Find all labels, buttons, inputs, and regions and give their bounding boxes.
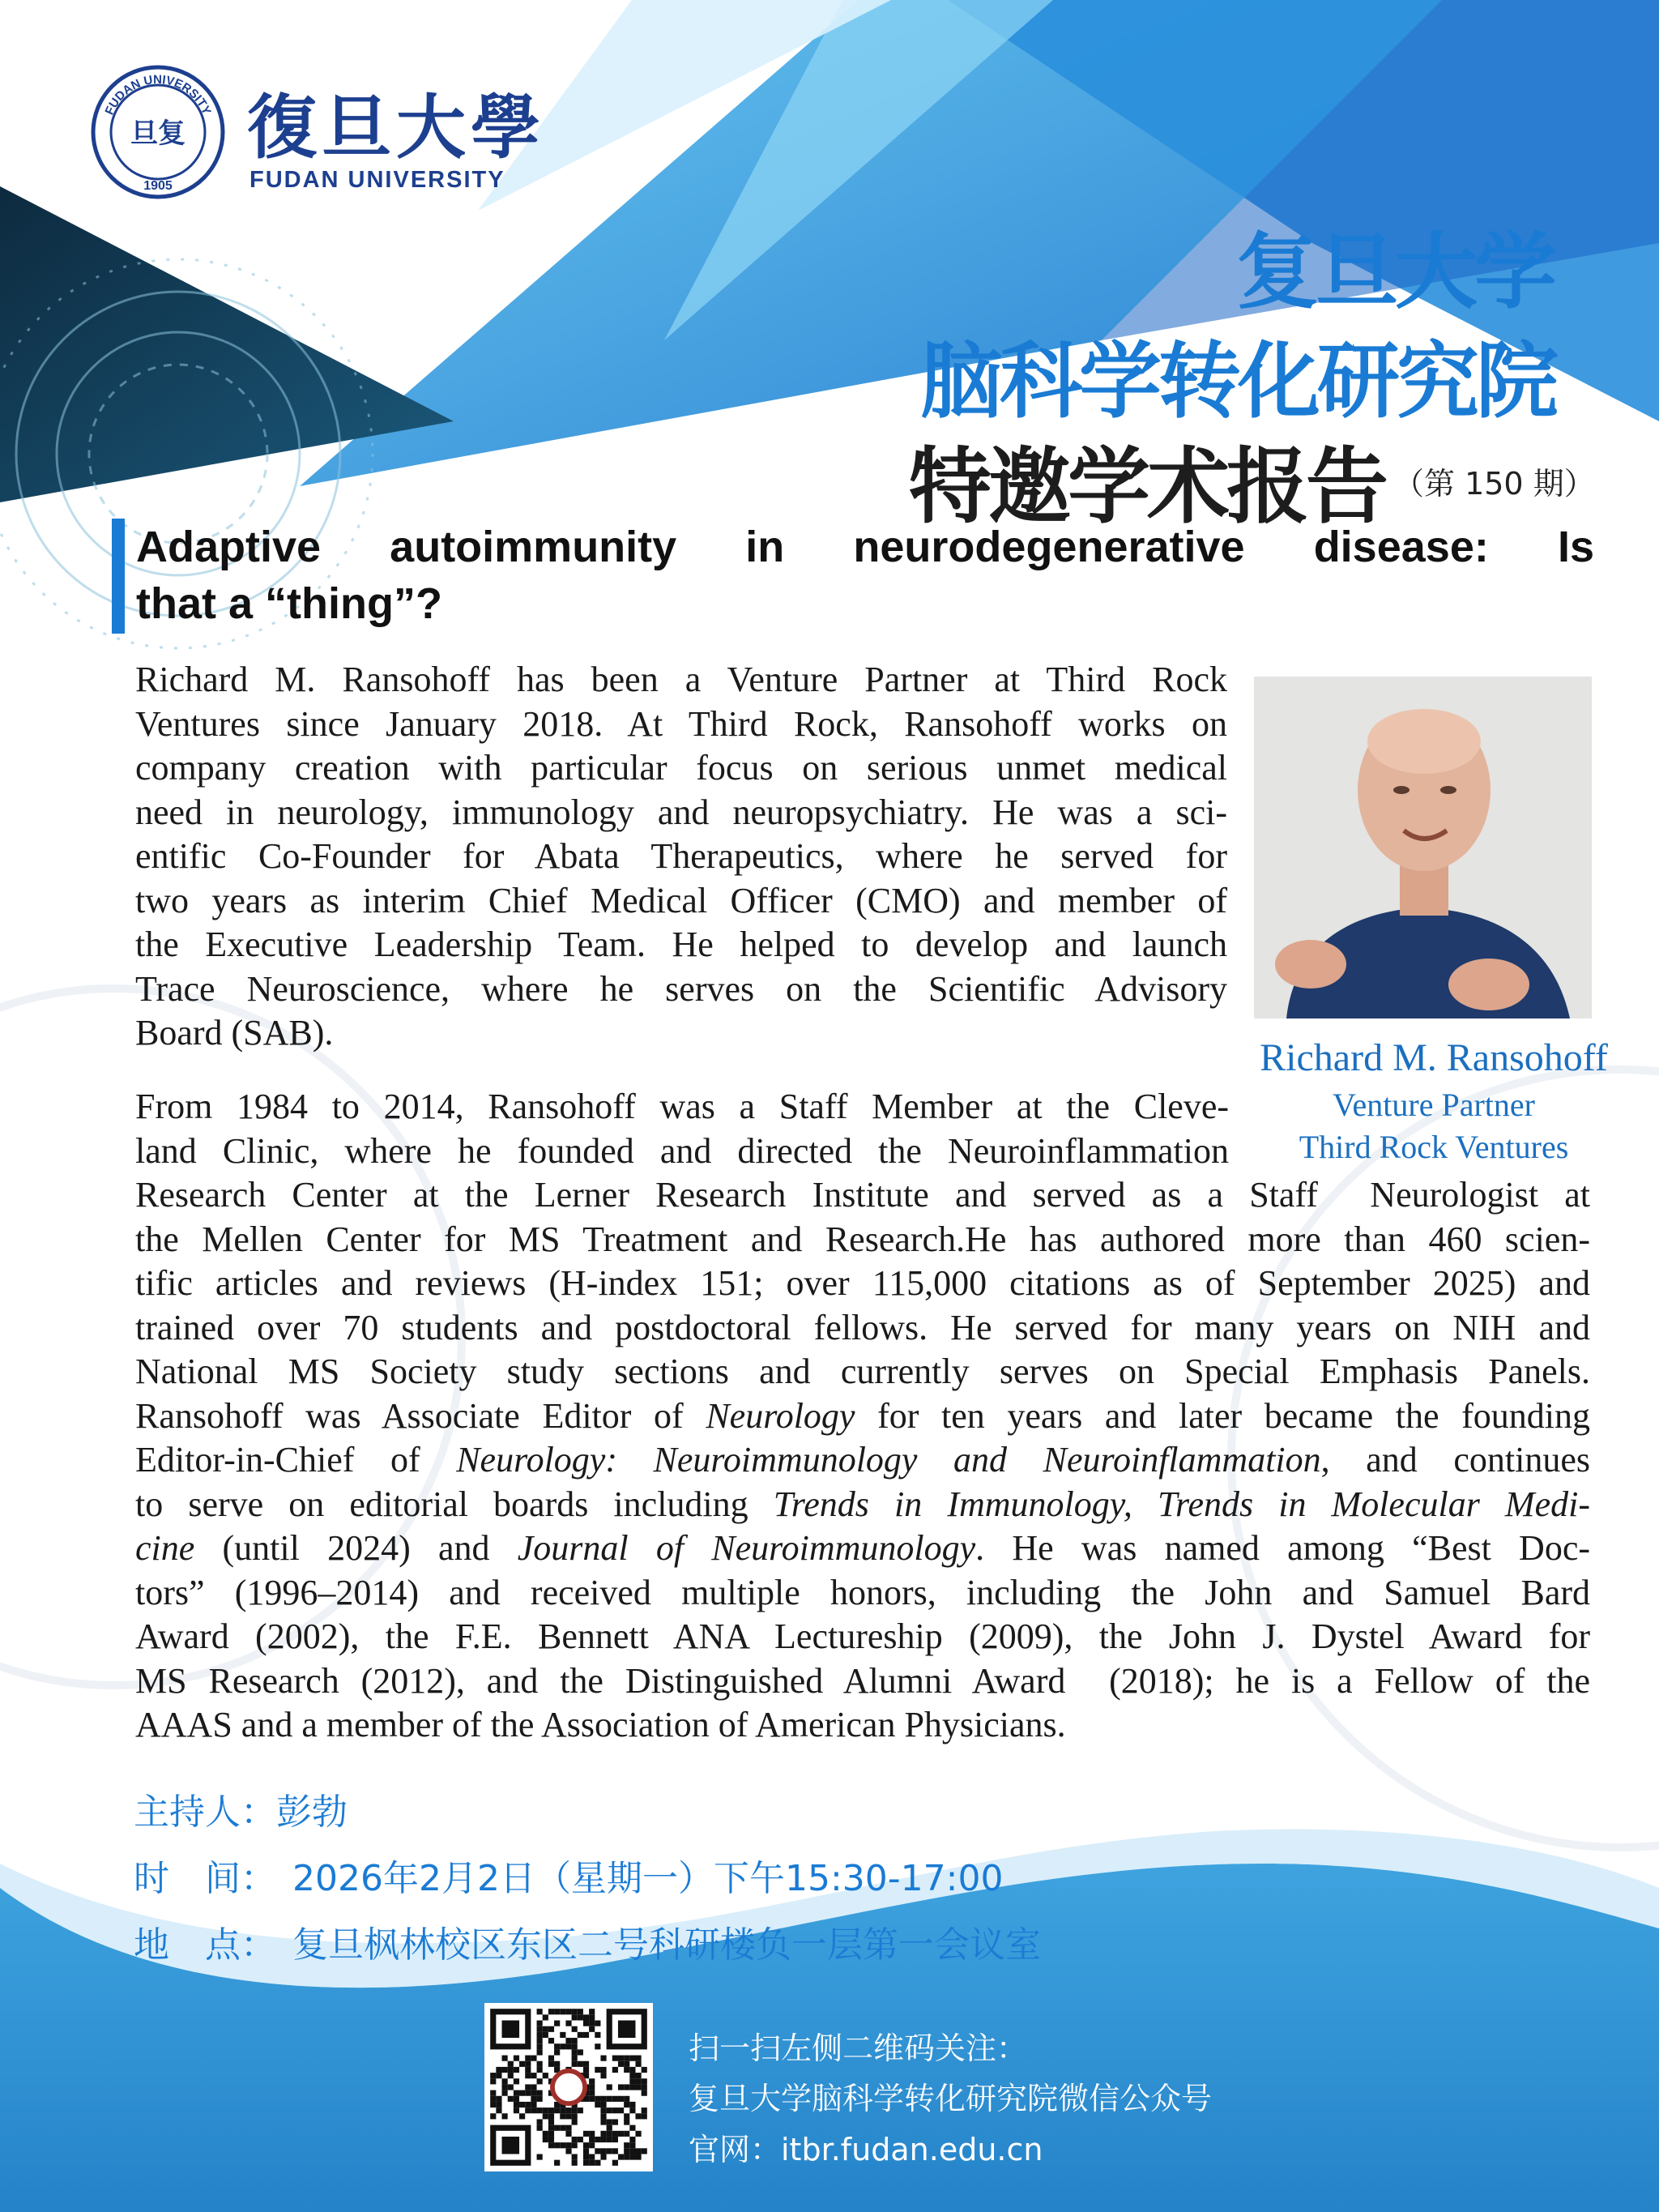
- info-time: [134, 1849, 1003, 1901]
- bio-line: From 1984 to 2014, Ransohoff was a Staff Member at the Cleve-: [135, 1087, 1229, 1126]
- time-label: 时 间：: [134, 1858, 276, 1899]
- bio-line: to serve on editorial boards including Trends in Immunology, Trends in Molecular Medi-: [135, 1484, 1590, 1524]
- place-label: 地 点：: [134, 1924, 276, 1966]
- talk-title-line-2: that a “thing”?: [136, 579, 442, 628]
- header-line-2: 脑科学转化研究院: [920, 334, 1555, 430]
- header-line-3: 特邀学术报告: [909, 439, 1385, 536]
- bio-line: cine (until 2024) and Journal of Neuroimmunology. He was named among “Best Doc-: [135, 1528, 1591, 1568]
- seal-year: 1905: [143, 179, 173, 193]
- seal-ring-text: FUDAN UNIVERSITY: [102, 72, 214, 117]
- bio-line: need in neurology, immunology and neuropsychiatry. He was a sci-: [135, 792, 1227, 832]
- university-name-cn: 復旦大學: [247, 87, 545, 169]
- bio-line: land Clinic, where he founded and directed the Neuroinflammation: [135, 1130, 1229, 1171]
- university-seal-icon: [89, 63, 227, 201]
- bio-line: Ransohoff was Associate Editor of Neurology for ten years and later became the founding: [135, 1395, 1590, 1436]
- bio-line: Board (SAB).: [135, 1013, 334, 1053]
- footer-website-link[interactable]: 官网：itbr.fudan.edu.cn: [689, 2132, 1043, 2167]
- bio-line: company creation with particular focus on serious unmet medical: [135, 748, 1227, 788]
- bio-paragraph-1: [135, 658, 1227, 1056]
- bio-line: AAAS and a member of the Association of American Physicians.: [135, 1705, 1066, 1744]
- footer-scan-text: 扫一扫左侧二维码关注：: [689, 2031, 1028, 2066]
- bio-paragraph-2: [135, 1085, 1590, 1748]
- university-name-en: FUDAN UNIVERSITY: [249, 167, 505, 193]
- bio-line: Editor-in-Chief of Neurology: Neuroimmunology and Neuroinflammation, and continues: [135, 1440, 1590, 1480]
- speaker-organization: Third Rock Ventures: [1299, 1129, 1569, 1165]
- bio-line: entific Co-Founder for Abata Therapeutics, where he served for: [135, 836, 1227, 876]
- speaker-name: Richard M. Ransohoff: [1260, 1036, 1608, 1079]
- bio-line: tific articles and reviews (H-index 151; over 115,000 citations as of September 2025) and: [135, 1263, 1590, 1303]
- bio-line: Award (2002), the F.E. Bennett ANA Lectureship (2009), the John J. Dystel Award for: [135, 1616, 1590, 1656]
- header-line-1: 复旦大学: [1236, 224, 1554, 321]
- place-value: 复旦枫林校区东区二号科研楼负一层第一会议室: [292, 1924, 1041, 1966]
- host-value: 彭勃: [276, 1791, 348, 1833]
- title-accent-bar: [112, 519, 125, 634]
- footer-wechat-text: 复旦大学脑科学转化研究院微信公众号: [689, 2081, 1213, 2116]
- bio-line: tors” (1996–2014) and received multiple honors, including the John and Samuel Bard: [135, 1572, 1590, 1612]
- speaker-photo: [1254, 677, 1592, 1018]
- info-host: [134, 1783, 348, 1834]
- bio-line: two years as interim Chief Medical Officer (CMO) and member of: [135, 880, 1227, 920]
- bio-line: Trace Neuroscience, where he serves on the Scientific Advisory: [135, 968, 1227, 1009]
- talk-title-line-1: Adaptive autoimmunity in neurodegenerative disease: Is: [136, 523, 1594, 571]
- seal-glyph: 旦复: [130, 117, 186, 150]
- host-label: 主持人：: [134, 1791, 276, 1833]
- university-logo: [89, 63, 545, 209]
- bio-line: the Executive Leadership Team. He helped to develop and launch: [135, 925, 1227, 964]
- qr-code[interactable]: [484, 2003, 653, 2171]
- bio-line: trained over 70 students and postdoctoral fellows. He served for many years on NIH and: [135, 1307, 1590, 1347]
- bio-line: Research Center at the Lerner Research Institute and served as a Staff Neurologist at: [135, 1175, 1590, 1215]
- info-place: [134, 1915, 1041, 1967]
- bio-line: MS Research (2012), and the Distinguished Alumni Award (2018); he is a Fellow of the: [135, 1660, 1590, 1701]
- bio-line: the Mellen Center for MS Treatment and Research.He has authored more than 460 scien-: [135, 1219, 1590, 1259]
- bio-line: Ventures since January 2018. At Third Rock, Ransohoff works on: [135, 703, 1227, 744]
- time-value: 2026年2月2日（星期一）下午15:30-17:00: [292, 1858, 1004, 1899]
- speaker-role: Venture Partner: [1333, 1087, 1535, 1123]
- issue-number: （第 150 期）: [1393, 466, 1595, 502]
- bio-line: Richard M. Ransohoff has been a Venture Partner at Third Rock: [135, 660, 1227, 699]
- bio-line: National MS Society study sections and currently serves on Special Emphasis Panels.: [135, 1352, 1590, 1391]
